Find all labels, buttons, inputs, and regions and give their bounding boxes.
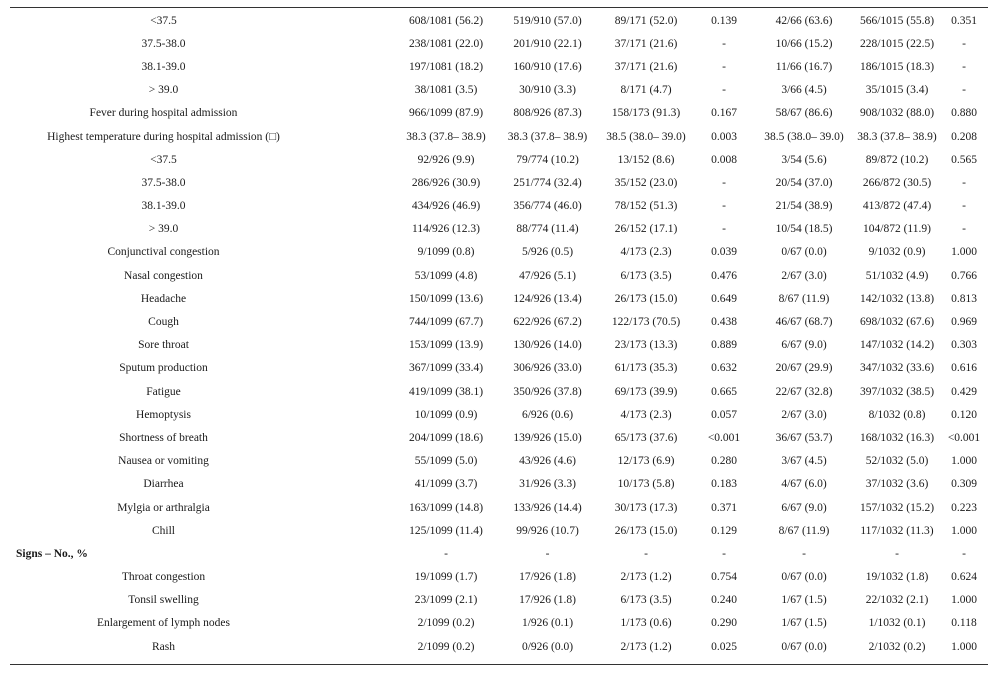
table-cell: - bbox=[722, 37, 726, 50]
table-cell: 0.167 bbox=[711, 107, 737, 120]
table-cell: - bbox=[962, 200, 966, 213]
table-cell: 0.565 bbox=[951, 153, 977, 166]
table-cell: 104/872 (11.9) bbox=[863, 223, 931, 236]
table-cell: - bbox=[962, 37, 966, 50]
table-cell: 38.3 (37.8– 38.9) bbox=[507, 130, 588, 143]
row-label: Nasal congestion bbox=[124, 269, 203, 282]
table-cell: 286/926 (30.9) bbox=[411, 176, 481, 189]
table-cell: 0/926 (0.0) bbox=[521, 640, 574, 653]
table-cell: 608/1081 (56.2) bbox=[408, 14, 484, 27]
table-cell: - bbox=[644, 547, 648, 560]
table-cell: 228/1015 (22.5) bbox=[859, 37, 935, 50]
table-cell: 0.003 bbox=[711, 130, 737, 143]
table-cell: 0.183 bbox=[711, 478, 737, 491]
table-row bbox=[10, 612, 988, 635]
table-cell: 26/173 (15.0) bbox=[614, 524, 678, 537]
table-cell: 1/926 (0.1) bbox=[521, 617, 574, 630]
table-cell: 55/1099 (5.0) bbox=[414, 455, 478, 468]
table-cell: 0.438 bbox=[711, 316, 737, 329]
table-cell: 0.120 bbox=[951, 408, 977, 421]
table-cell: 52/1032 (5.0) bbox=[865, 455, 929, 468]
table-cell: 0.813 bbox=[951, 292, 977, 305]
clinical-characteristics-table bbox=[10, 9, 988, 658]
table-cell: 168/1032 (16.3) bbox=[859, 431, 935, 444]
table-row bbox=[10, 264, 988, 287]
table-cell: 6/173 (3.5) bbox=[620, 269, 672, 282]
table-cell: 122/173 (70.5) bbox=[611, 316, 681, 329]
row-label: Enlargement of lymph nodes bbox=[97, 617, 230, 630]
table-cell: 251/774 (32.4) bbox=[513, 176, 582, 189]
row-label: Highest temperature during hospital admission (□) bbox=[47, 130, 280, 143]
table-cell: 0.208 bbox=[951, 130, 977, 143]
table-cell: 419/1099 (38.1) bbox=[408, 385, 484, 398]
table-cell: 46/67 (68.7) bbox=[775, 316, 833, 329]
table-cell: 2/173 (1.2) bbox=[620, 571, 672, 584]
table-row bbox=[10, 102, 988, 125]
table-cell: 142/1032 (13.8) bbox=[859, 292, 935, 305]
table-cell: 434/926 (46.9) bbox=[411, 200, 481, 213]
table-row bbox=[10, 55, 988, 78]
table-cell: 908/1032 (88.0) bbox=[859, 107, 935, 120]
table-cell: 20/54 (37.0) bbox=[775, 176, 833, 189]
table-cell: 158/173 (91.3) bbox=[611, 107, 681, 120]
table-cell: 41/1099 (3.7) bbox=[414, 478, 478, 491]
table-row bbox=[10, 195, 988, 218]
table-cell: 622/926 (67.2) bbox=[513, 316, 582, 329]
bottom-rule bbox=[10, 664, 988, 665]
table-cell: 78/152 (51.3) bbox=[614, 200, 678, 213]
table-cell: 69/173 (39.9) bbox=[614, 385, 678, 398]
table-cell: 117/1032 (11.3) bbox=[860, 524, 934, 537]
table-cell: - bbox=[962, 176, 966, 189]
table-cell: 92/926 (9.9) bbox=[417, 153, 475, 166]
table-cell: 10/54 (18.5) bbox=[775, 223, 833, 236]
table-cell: 19/1032 (1.8) bbox=[865, 571, 929, 584]
table-cell: 1.000 bbox=[951, 594, 977, 607]
table-cell: 0/67 (0.0) bbox=[781, 640, 827, 653]
row-label: Rash bbox=[152, 640, 175, 653]
table-cell: 150/1099 (13.6) bbox=[408, 292, 484, 305]
table-cell: 6/173 (3.5) bbox=[620, 594, 672, 607]
table-cell: 124/926 (13.4) bbox=[513, 292, 582, 305]
table-cell: 20/67 (29.9) bbox=[775, 362, 833, 375]
table-cell: - bbox=[722, 200, 726, 213]
table-cell: 0.889 bbox=[711, 339, 737, 352]
table-cell: - bbox=[545, 547, 550, 560]
table-cell: 37/171 (21.6) bbox=[614, 37, 678, 50]
row-label: Throat congestion bbox=[121, 571, 206, 584]
table-cell: 114/926 (12.3) bbox=[412, 223, 480, 236]
table-row bbox=[10, 241, 988, 264]
table-cell: - bbox=[722, 84, 726, 97]
table-cell: 0/67 (0.0) bbox=[781, 571, 827, 584]
table-cell: 201/910 (22.1) bbox=[513, 37, 582, 50]
table-row bbox=[10, 310, 988, 333]
row-label: > 39.0 bbox=[148, 84, 179, 97]
table-cell: 47/926 (5.1) bbox=[519, 269, 576, 282]
table-cell: 157/1032 (15.2) bbox=[859, 501, 935, 514]
table-cell: - bbox=[722, 60, 726, 73]
table-cell: 38/1081 (3.5) bbox=[414, 84, 478, 97]
table-row bbox=[10, 566, 988, 589]
table-cell: 0.057 bbox=[711, 408, 737, 421]
table-row bbox=[10, 357, 988, 380]
table-cell: 153/1099 (13.9) bbox=[408, 339, 484, 352]
table-cell: 0.649 bbox=[711, 292, 737, 305]
table-cell: 9/1032 (0.9) bbox=[868, 246, 926, 259]
table-cell: 1/173 (0.6) bbox=[620, 617, 672, 630]
row-label: Headache bbox=[140, 292, 187, 305]
table-cell: 11/66 (16.7) bbox=[775, 60, 833, 73]
table-cell: 0.371 bbox=[711, 501, 737, 514]
table-cell: <0.001 bbox=[707, 431, 741, 444]
table-row bbox=[10, 519, 988, 542]
table-cell: 2/1099 (0.2) bbox=[417, 617, 475, 630]
table-cell: 3/66 (4.5) bbox=[781, 84, 827, 97]
table-cell: 1.000 bbox=[951, 640, 977, 653]
table-cell: 4/67 (6.0) bbox=[781, 478, 827, 491]
table-cell: 1.000 bbox=[951, 246, 977, 259]
row-label: Fatigue bbox=[146, 385, 181, 398]
section-heading: Signs – No., % bbox=[16, 547, 88, 560]
table-cell: 0.665 bbox=[711, 385, 737, 398]
table-cell: 0.039 bbox=[711, 246, 737, 259]
table-cell: 35/152 (23.0) bbox=[614, 176, 678, 189]
table-cell: 0.632 bbox=[711, 362, 737, 375]
table-cell: 350/926 (37.8) bbox=[513, 385, 582, 398]
row-label: Sputum production bbox=[119, 362, 208, 375]
table-row bbox=[10, 32, 988, 55]
table-cell: 367/1099 (33.4) bbox=[408, 362, 484, 375]
table-cell: 0.880 bbox=[951, 107, 977, 120]
table-cell: 38.3 (37.8– 38.9) bbox=[857, 130, 937, 143]
table-cell: 43/926 (4.6) bbox=[519, 455, 576, 468]
table-cell: 36/67 (53.7) bbox=[775, 431, 833, 444]
table-row bbox=[10, 125, 988, 148]
table-cell: - bbox=[962, 84, 966, 97]
table-cell: 38.3 (37.8– 38.9) bbox=[406, 130, 486, 143]
table-cell: 0/67 (0.0) bbox=[781, 246, 827, 259]
table-cell: 306/926 (33.0) bbox=[513, 362, 582, 375]
row-label: Hemoptysis bbox=[136, 408, 191, 421]
row-label: 37.5-38.0 bbox=[141, 37, 186, 50]
table-cell: 397/1032 (38.5) bbox=[859, 385, 935, 398]
table-cell: 53/1099 (4.8) bbox=[414, 269, 478, 282]
table-row bbox=[10, 496, 988, 519]
table-cell: 0.129 bbox=[711, 524, 737, 537]
table-row bbox=[10, 287, 988, 310]
table-cell: - bbox=[722, 547, 726, 560]
row-label: > 39.0 bbox=[148, 223, 179, 236]
table-cell: 744/1099 (67.7) bbox=[408, 316, 484, 329]
table-cell: 0.969 bbox=[951, 316, 977, 329]
table-cell: - bbox=[444, 547, 448, 560]
table-cell: 519/910 (57.0) bbox=[513, 14, 582, 27]
table-cell: 133/926 (14.4) bbox=[513, 501, 582, 514]
table-row bbox=[10, 426, 988, 449]
table-cell: 61/173 (35.3) bbox=[614, 362, 678, 375]
table-cell: 125/1099 (11.4) bbox=[409, 524, 483, 537]
table-cell: - bbox=[802, 547, 806, 560]
table-cell: 0.429 bbox=[951, 385, 977, 398]
row-label: Nausea or vomiting bbox=[118, 455, 209, 468]
row-label: Conjunctival congestion bbox=[107, 246, 220, 259]
table-cell: 0.118 bbox=[951, 617, 977, 630]
table-cell: 0.139 bbox=[711, 14, 737, 27]
table-cell: 23/173 (13.3) bbox=[614, 339, 678, 352]
table-cell: 38.5 (38.0– 39.0) bbox=[764, 130, 844, 143]
table-cell: 2/173 (1.2) bbox=[620, 640, 672, 653]
table-cell: 1/67 (1.5) bbox=[781, 617, 827, 630]
table-cell: 0.351 bbox=[951, 14, 977, 27]
table-cell: 186/1015 (18.3) bbox=[859, 60, 935, 73]
top-rule bbox=[10, 7, 988, 8]
row-label: 37.5-38.0 bbox=[141, 176, 186, 189]
table-row bbox=[10, 79, 988, 102]
table-cell: 30/173 (17.3) bbox=[614, 501, 678, 514]
table-cell: 37/171 (21.6) bbox=[614, 60, 678, 73]
table-cell: 2/1032 (0.2) bbox=[868, 640, 926, 653]
row-label: Chill bbox=[151, 524, 175, 537]
row-label: 38.1-39.0 bbox=[141, 60, 186, 73]
row-label: Shortness of breath bbox=[119, 431, 208, 444]
table-row bbox=[10, 635, 988, 658]
table-cell: 2/67 (3.0) bbox=[781, 408, 827, 421]
table-cell: - bbox=[895, 547, 899, 560]
table-cell: 88/774 (11.4) bbox=[516, 223, 579, 236]
table-cell: <0.001 bbox=[947, 431, 981, 444]
table-cell: 413/872 (47.4) bbox=[862, 200, 932, 213]
table-cell: - bbox=[722, 176, 726, 189]
table-cell: 139/926 (15.0) bbox=[513, 431, 582, 444]
table-cell: 2/67 (3.0) bbox=[781, 269, 827, 282]
table-cell: 4/173 (2.3) bbox=[620, 408, 672, 421]
table-cell: 30/910 (3.3) bbox=[519, 84, 576, 97]
table-cell: 22/1032 (2.1) bbox=[865, 594, 929, 607]
table-cell: 12/173 (6.9) bbox=[617, 455, 675, 468]
table-cell: 197/1081 (18.2) bbox=[408, 60, 484, 73]
table-cell: - bbox=[962, 223, 966, 236]
table-row bbox=[10, 148, 988, 171]
table-cell: 6/67 (9.0) bbox=[781, 501, 827, 514]
table-row bbox=[10, 334, 988, 357]
table-body bbox=[10, 9, 988, 658]
table-row bbox=[10, 473, 988, 496]
row-label: Diarrhea bbox=[143, 478, 184, 491]
table-cell: 0.290 bbox=[711, 617, 737, 630]
table-cell: 0.616 bbox=[951, 362, 977, 375]
table-cell: 37/1032 (3.6) bbox=[865, 478, 929, 491]
table-cell: - bbox=[722, 223, 726, 236]
table-cell: - bbox=[962, 547, 966, 560]
table-cell: 13/152 (8.6) bbox=[617, 153, 675, 166]
table-cell: 0.223 bbox=[951, 501, 977, 514]
table-cell: 42/66 (63.6) bbox=[775, 14, 833, 27]
table-cell: 9/1099 (0.8) bbox=[417, 246, 475, 259]
table-cell: 1/1032 (0.1) bbox=[868, 617, 926, 630]
table-cell: 1.000 bbox=[951, 455, 977, 468]
table-cell: 51/1032 (4.9) bbox=[865, 269, 929, 282]
table-cell: 0.240 bbox=[711, 594, 737, 607]
table-cell: 35/1015 (3.4) bbox=[865, 84, 929, 97]
table-row bbox=[10, 9, 988, 32]
table-cell: 22/67 (32.8) bbox=[775, 385, 833, 398]
table-cell: 1.000 bbox=[951, 524, 977, 537]
table-cell: 204/1099 (18.6) bbox=[408, 431, 484, 444]
table-cell: 6/67 (9.0) bbox=[781, 339, 827, 352]
table-cell: 566/1015 (55.8) bbox=[859, 14, 935, 27]
row-label: Fever during hospital admission bbox=[89, 107, 238, 120]
table-cell: 0.008 bbox=[711, 153, 737, 166]
table-cell: 0.476 bbox=[711, 269, 737, 282]
table-cell: 8/1032 (0.8) bbox=[868, 408, 926, 421]
table-cell: - bbox=[962, 60, 966, 73]
table-cell: 17/926 (1.8) bbox=[519, 571, 576, 584]
table-cell: 8/67 (11.9) bbox=[778, 292, 830, 305]
table-cell: 3/67 (4.5) bbox=[781, 455, 827, 468]
table-cell: 58/67 (86.6) bbox=[775, 107, 833, 120]
row-label: Cough bbox=[148, 316, 179, 329]
table-cell: 79/774 (10.2) bbox=[516, 153, 579, 166]
table-cell: 808/926 (87.3) bbox=[513, 107, 582, 120]
table-row bbox=[10, 380, 988, 403]
table-cell: 26/152 (17.1) bbox=[614, 223, 678, 236]
table-cell: 0.303 bbox=[951, 339, 977, 352]
table-row bbox=[10, 589, 988, 612]
table-cell: 163/1099 (14.8) bbox=[408, 501, 484, 514]
table-cell: 99/926 (10.7) bbox=[516, 524, 579, 537]
table-cell: 5/926 (0.5) bbox=[521, 246, 574, 259]
table-cell: 8/171 (4.7) bbox=[620, 84, 672, 97]
table-cell: 65/173 (37.6) bbox=[614, 431, 678, 444]
table-cell: 0.280 bbox=[711, 455, 737, 468]
table-cell: 89/872 (10.2) bbox=[865, 153, 929, 166]
table-cell: 160/910 (17.6) bbox=[513, 60, 582, 73]
row-label: <37.5 bbox=[150, 14, 177, 27]
table-cell: 8/67 (11.9) bbox=[778, 524, 830, 537]
table-cell: 10/1099 (0.9) bbox=[414, 408, 478, 421]
table-cell: 130/926 (14.0) bbox=[513, 339, 582, 352]
table-cell: 1/67 (1.5) bbox=[781, 594, 827, 607]
table-cell: 0.025 bbox=[711, 640, 737, 653]
row-label: Tonsil swelling bbox=[128, 594, 199, 607]
table-cell: 31/926 (3.3) bbox=[519, 478, 576, 491]
table-cell: 38.5 (38.0– 39.0) bbox=[606, 130, 686, 143]
table-cell: 3/54 (5.6) bbox=[781, 153, 827, 166]
table-cell: 21/54 (38.9) bbox=[775, 200, 833, 213]
table-cell: 0.309 bbox=[951, 478, 977, 491]
table-cell: 26/173 (15.0) bbox=[614, 292, 678, 305]
row-label: Sore throat bbox=[138, 339, 189, 352]
row-label: Mylgia or arthralgia bbox=[117, 501, 210, 514]
table-cell: 147/1032 (14.2) bbox=[859, 339, 935, 352]
row-label: <37.5 bbox=[150, 153, 177, 166]
table-cell: 10/173 (5.8) bbox=[617, 478, 675, 491]
table-row bbox=[10, 450, 988, 473]
row-label: 38.1-39.0 bbox=[141, 200, 186, 213]
table-cell: 23/1099 (2.1) bbox=[414, 594, 478, 607]
table-cell: 89/171 (52.0) bbox=[614, 14, 678, 27]
table-cell: 0.754 bbox=[711, 571, 737, 584]
table-cell: 10/66 (15.2) bbox=[775, 37, 833, 50]
table-row bbox=[10, 171, 988, 194]
table-cell: 19/1099 (1.7) bbox=[414, 571, 478, 584]
table-cell: 356/774 (46.0) bbox=[513, 200, 582, 213]
table-cell: 238/1081 (22.0) bbox=[408, 37, 484, 50]
table-cell: 2/1099 (0.2) bbox=[417, 640, 475, 653]
table-cell: 6/926 (0.6) bbox=[521, 408, 574, 421]
table-row bbox=[10, 218, 988, 241]
table-cell: 966/1099 (87.9) bbox=[408, 107, 484, 120]
table-cell: 698/1032 (67.6) bbox=[859, 316, 935, 329]
table-cell: 4/173 (2.3) bbox=[620, 246, 672, 259]
table-cell: 347/1032 (33.6) bbox=[859, 362, 935, 375]
table-cell: 266/872 (30.5) bbox=[862, 176, 932, 189]
table-cell: 0.766 bbox=[951, 269, 977, 282]
table-cell: 17/926 (1.8) bbox=[519, 594, 576, 607]
table-row bbox=[10, 403, 988, 426]
section-row bbox=[10, 542, 988, 565]
table-cell: 0.624 bbox=[951, 571, 977, 584]
